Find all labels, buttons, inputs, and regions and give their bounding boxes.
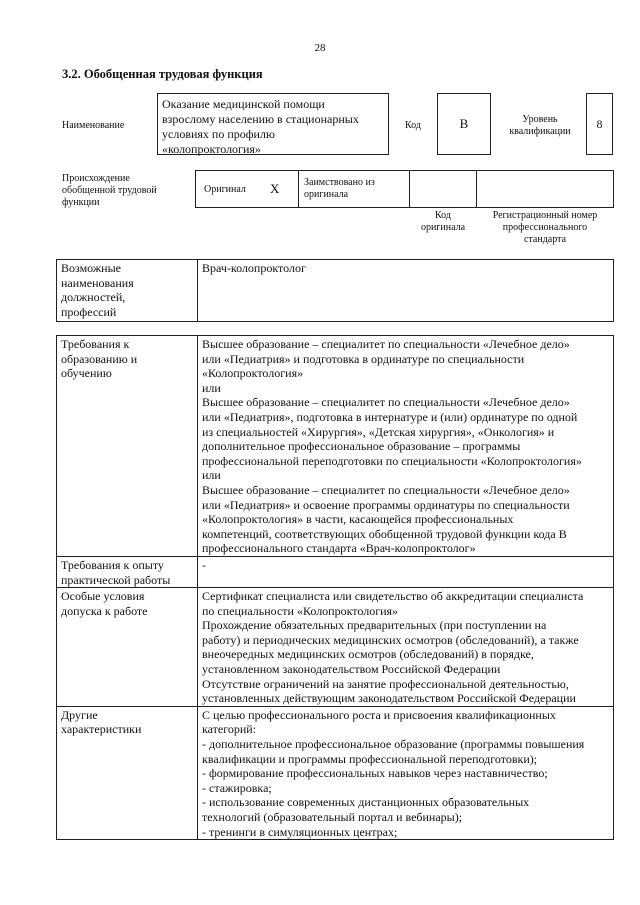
function-name-line: «колопроктология» [162,142,261,156]
code-caption-line: оригинала [420,222,466,233]
borrowed-label-line: Заимствовано из [304,177,375,188]
value-line: работу) и периодических медицинских осмотров (обследований), а также [202,632,579,647]
value-line: Высшее образование – специалитет по специальности «Лечебное дело» [202,482,570,497]
reg-caption-line: профессионального [502,222,588,233]
value-line: или [202,380,221,395]
label-line: обучению [61,366,112,381]
origin-label-line: обобщенной трудовой [62,185,157,196]
value-line: С целью профессионального роста и присвоения квалификационных [202,707,556,722]
value-line: из специальностей «Хирургия», «Детская хирургия», «Онкология» и [202,424,555,439]
page-number: 28 [314,42,326,54]
label-line: практической работы [61,572,171,587]
education-requirements-row [57,336,614,557]
value-line: Высшее образование – специалитет по специальности «Лечебное дело» [202,395,570,410]
qualification-level-label [500,114,580,138]
value-line: или «Педиатрия» и подготовка в ординатуре по специальности [202,351,525,366]
code-value-box [437,93,491,155]
original-cell [195,170,299,208]
education-requirements-label [57,336,198,557]
value-line: квалификации и программы профессиональной переподготовки); [202,751,538,766]
value-line: категорий: [202,722,257,737]
reg-caption-line: Регистрационный номер [492,210,598,221]
positions-label-line: наименования [61,275,134,290]
registration-number-caption [476,210,614,246]
value-line: внеочередных медицинских осмотров (обследований) в порядке, [202,647,534,662]
origin-label-line: Происхождение [62,173,130,184]
value-line: или «Педиатрия» и освоение программы ординатуры по специальности [202,497,570,512]
value-line: по специальности «Колопроктология» [202,603,399,618]
positions-row [57,260,614,322]
origin-label [62,173,157,209]
value-line: - использование современных дистанционных образовательных [202,795,530,810]
value-line: - тренинги в симуляционных центрах; [202,824,398,839]
original-mark: X [270,181,280,196]
positions-label-line: должностей, [61,290,126,305]
qualification-level-value: 8 [596,116,603,131]
label-line: характеристики [61,722,142,737]
original-label: Оригинал [204,184,246,195]
positions-label-line: профессий [61,304,117,319]
level-label-line: квалификации [509,126,571,137]
positions-table [56,259,614,322]
function-name-line: взрослому населению в стационарных [162,112,359,126]
other-characteristics-value [198,706,614,839]
origin-label-line: функции [62,197,100,208]
value-line: Прохождение обязательных предварительных (при поступлении на [202,618,547,633]
positions-label [57,260,198,322]
level-label-line: Уровень [522,114,558,125]
section-title: 3.2. Обобщенная трудовая функция [62,67,263,81]
value-line: - стажировка; [202,780,272,795]
label-line: образованию и [61,351,138,366]
label-line: допуска к работе [61,603,148,618]
original-code-cell [409,170,477,208]
experience-requirements-label [57,556,198,587]
value-line: профессиональной переподготовки по специальности «Колопроктология» [202,453,582,468]
value-line: «Колопроктология» [202,366,304,381]
requirements-table [56,335,614,840]
value-line: или «Педиатрия», подготовка в интернатуре и (или) ординатуре по одной [202,409,578,424]
qualification-level-box [586,93,613,155]
experience-requirements-row [57,556,614,587]
value-line: компетенций, соответствующих обобщенной трудовой функции кода B [202,526,567,541]
positions-value [198,260,614,322]
value-line: Отсутствие ограничений на занятие профессиональной деятельностью, [202,676,569,691]
borrowed-cell [298,170,410,208]
value-line: установленных действующим законодательством Российской Федерации [202,691,576,706]
label-line: Особые условия [61,589,145,604]
admission-conditions-row [57,588,614,707]
borrowed-label-line: оригинала [304,189,349,200]
registration-number-cell [476,170,614,208]
positions-value-line: Врач-колопроктолог [202,261,306,275]
function-name-box [157,93,389,155]
label-line: Другие [61,707,98,722]
value-line: технологий (образовательный портал и вебинары); [202,810,463,824]
code-caption-line: Код [435,210,451,221]
label-line: Требования к [61,337,130,351]
value-line: - дополнительное профессиональное образование (программы повышения [202,737,585,752]
value-line: «Колопроктология» в части, касающейся профессиональных [202,512,514,527]
label-line: Требования к опыту [61,557,164,572]
other-characteristics-label [57,706,198,839]
value-line: установленном законодательством Российской Федерации [202,662,501,677]
value-line: дополнительное профессиональное образование – программы [202,439,521,454]
value-line: профессионального стандарта «Врач-колопроктолог» [202,541,476,556]
experience-requirements-value [198,556,614,587]
function-name-line: Оказание медицинской помощи [162,97,325,111]
code-value: B [459,116,469,131]
positions-label-line: Возможные [61,261,121,275]
other-characteristics-row [57,706,614,839]
education-requirements-value [198,336,614,557]
value-line: Сертификат специалиста или свидетельство об аккредитации специалиста [202,589,584,604]
function-name-line: условиях по профилю [162,127,275,141]
value-line: Высшее образование – специалитет по специальности «Лечебное дело» [202,337,570,351]
admission-conditions-label [57,588,198,707]
admission-conditions-value [198,588,614,707]
original-code-caption [409,210,477,234]
reg-caption-line: стандарта [523,234,567,245]
code-label: Код [405,120,421,131]
naming-label: Наименование [62,120,125,131]
value-line: - формирование профессиональных навыков через наставничество; [202,766,548,781]
value-line: - [202,557,206,572]
value-line: или [202,468,221,483]
